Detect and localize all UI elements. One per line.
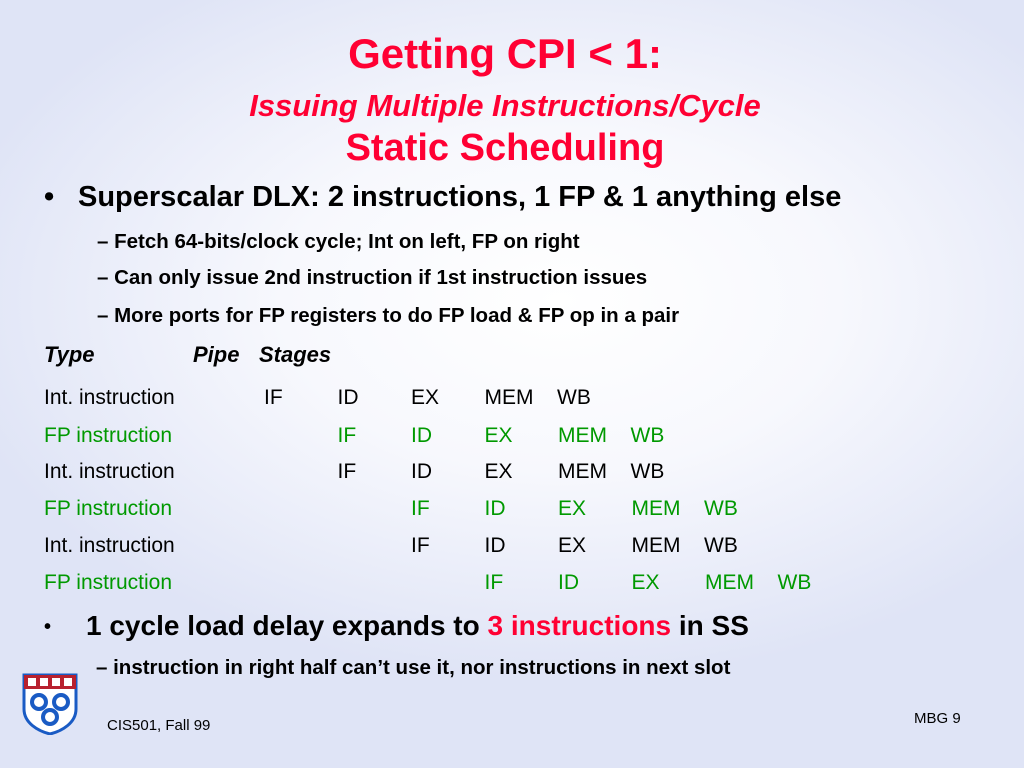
column-header-type: Type: [44, 342, 95, 367]
stage-id: ID: [411, 424, 432, 447]
bullet-text-after: in SS: [671, 610, 749, 641]
stage-id: ID: [484, 534, 506, 557]
bullet-superscalar: [44, 181, 841, 214]
row-label: Int. instruction: [44, 534, 175, 557]
stage-ex: EX: [558, 534, 587, 557]
stage-wb: WB: [777, 571, 812, 594]
row-label: Int. instruction: [44, 386, 175, 409]
row-label: Int. instruction: [44, 460, 175, 483]
stage-id: ID: [484, 497, 506, 520]
slide-subtitle: Issuing Multiple Instructions/Cycle: [249, 88, 761, 123]
stage-mem: MEM: [558, 424, 607, 447]
stage-if: IF: [337, 424, 357, 447]
stage-if: IF: [484, 571, 504, 594]
stage-mem: MEM: [484, 386, 534, 409]
footer-page: MBG 9: [914, 710, 961, 727]
slide-title: Getting CPI < 1:: [348, 30, 662, 77]
penn-shield-logo: [22, 673, 78, 735]
stage-id: ID: [558, 571, 579, 594]
stage-wb: WB: [557, 386, 591, 409]
stage-mem: MEM: [631, 534, 681, 557]
stage-mem: MEM: [631, 497, 681, 520]
sub-bullet-fetch: – Fetch 64-bits/clock cycle; Int on left, FP on right: [97, 230, 580, 253]
stage-ex: EX: [484, 424, 513, 447]
stage-mem: MEM: [558, 460, 607, 483]
stage-wb: WB: [704, 534, 738, 557]
row-label: FP instruction: [44, 571, 172, 594]
bullet-highlight: 3 instructions: [487, 610, 672, 641]
bullet-text: Superscalar DLX: 2 instructions, 1 FP & 1 anything else: [78, 181, 842, 213]
stage-ex: EX: [484, 460, 513, 483]
stage-if: IF: [411, 497, 430, 520]
column-header-stages: Stages: [259, 342, 332, 367]
column-header-pipe: Pipe: [193, 342, 240, 367]
stage-id: ID: [337, 386, 359, 409]
stage-if: IF: [264, 386, 283, 409]
bullet-marker: •: [44, 616, 52, 639]
bullet-marker: •: [44, 181, 55, 213]
sub-bullet-right-half: – instruction in right half can’t use it, nor instructions in next slot: [96, 656, 731, 679]
sub-bullet-ports: – More ports for FP registers to do FP load & FP op in a pair: [97, 304, 680, 327]
stage-wb: WB: [630, 424, 665, 447]
stage-wb: WB: [630, 460, 665, 483]
stage-if: IF: [411, 534, 430, 557]
stage-ex: EX: [411, 386, 440, 409]
stage-if: IF: [337, 460, 357, 483]
slide-subtitle-2: Static Scheduling: [345, 127, 665, 169]
footer-course: CIS501, Fall 99: [107, 717, 211, 734]
sub-bullet-issue: – Can only issue 2nd instruction if 1st instruction issues: [97, 266, 648, 289]
row-label: FP instruction: [44, 497, 172, 520]
stage-mem: MEM: [705, 571, 754, 594]
bullet-text-before: 1 cycle load delay expands to: [86, 610, 488, 641]
bullet-load-delay: [44, 610, 749, 642]
stage-wb: WB: [704, 497, 738, 520]
stage-id: ID: [411, 460, 432, 483]
row-label: FP instruction: [44, 424, 172, 447]
stage-ex: EX: [631, 571, 660, 594]
stage-ex: EX: [558, 497, 587, 520]
